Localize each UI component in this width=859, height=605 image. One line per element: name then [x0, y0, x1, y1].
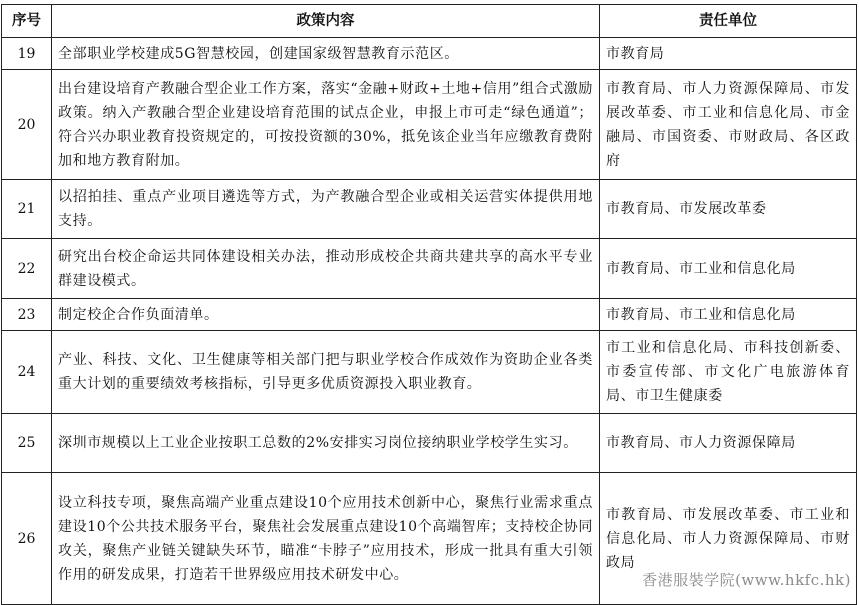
responsible-unit-cell: 市教育局、市人力资源保障局: [600, 414, 857, 473]
row-number: 19: [2, 38, 52, 70]
table-row: [2, 299, 857, 331]
responsible-unit-cell: 市教育局、市工业和信息化局: [600, 299, 857, 331]
row-number: 24: [2, 331, 52, 414]
responsible-unit-cell: 市教育局、市人力资源保障局、市发展改革委、市工业和信息化局、市金融局、市国资委、市财政局、各区政府: [600, 70, 857, 180]
header-serial-number: 序号: [2, 5, 52, 38]
policy-content-cell: 以招拍挂、重点产业项目遴选等方式，为产教融合型企业或相关运营实体提供用地支持。: [52, 180, 600, 239]
table-row: [2, 414, 857, 473]
header-responsible-unit: 责任单位: [600, 5, 857, 38]
row-number: 21: [2, 180, 52, 239]
responsible-unit-cell: 市教育局、市发展改革委、市工业和信息化局、市人力资源保障局、市财政局: [600, 473, 857, 605]
table-row: [2, 180, 857, 239]
row-number: 23: [2, 299, 52, 331]
policy-content-cell: 出台建设培育产教融合型企业工作方案，落实“金融+财政+土地+信用”组合式激励政策。纳入产教融合型企业建设培育范围的试点企业，申报上市可走“绿色通道”；符合兴办职业教育投资规定的，可按投资额的30%，抵免该企业当年应缴教育费附加和地方教育附加。: [52, 70, 600, 180]
row-number: 22: [2, 239, 52, 299]
policy-content-cell: 制定校企合作负面清单。: [52, 299, 600, 331]
row-number: 26: [2, 473, 52, 605]
policy-content-cell: 全部职业学校建成5G智慧校园，创建国家级智慧教育示范区。: [52, 38, 600, 70]
responsible-unit-cell: 市教育局、市发展改革委: [600, 180, 857, 239]
watermark-text: 香港服裝学院(www.hkfc.hk): [642, 571, 851, 589]
policy-content-cell: 产业、科技、文化、卫生健康等相关部门把与职业学校合作成效作为资助企业各类重大计划的重要绩效考核指标，引导更多优质资源投入职业教育。: [52, 331, 600, 414]
policy-content-cell: 深圳市规模以上工业企业按职工总数的2%安排实习岗位接纳职业学校学生实习。: [52, 414, 600, 473]
row-number: 25: [2, 414, 52, 473]
table-row: [2, 331, 857, 414]
table-row: [2, 239, 857, 299]
row-number: 20: [2, 70, 52, 180]
policy-content-cell: 研究出台校企命运共同体建设相关办法，推动形成校企共商共建共享的高水平专业群建设模式。: [52, 239, 600, 299]
responsible-unit-cell: 市教育局: [600, 38, 857, 70]
policy-content-cell: 设立科技专项，聚焦高端产业重点建设10个应用技术创新中心，聚焦行业需求重点建设10个公共技术服务平台，聚焦社会发展重点建设10个高端智库；支持校企协同攻关，聚焦产业链关键缺失环节，瞄准“卡脖子”应用技术，形成一批具有重大引领作用的研发成果，打造若干世界级应用技术研发中心。: [52, 473, 600, 605]
policy-table: [1, 4, 857, 605]
responsible-unit-cell: 市工业和信息化局、市科技创新委、市委宣传部、市文化广电旅游体育局、市卫生健康委: [600, 331, 857, 414]
header-policy-content: 政策内容: [52, 5, 600, 38]
table-row: [2, 38, 857, 70]
table-header-row: [2, 5, 857, 38]
table-row: [2, 70, 857, 180]
responsible-unit-cell: 市教育局、市工业和信息化局: [600, 239, 857, 299]
